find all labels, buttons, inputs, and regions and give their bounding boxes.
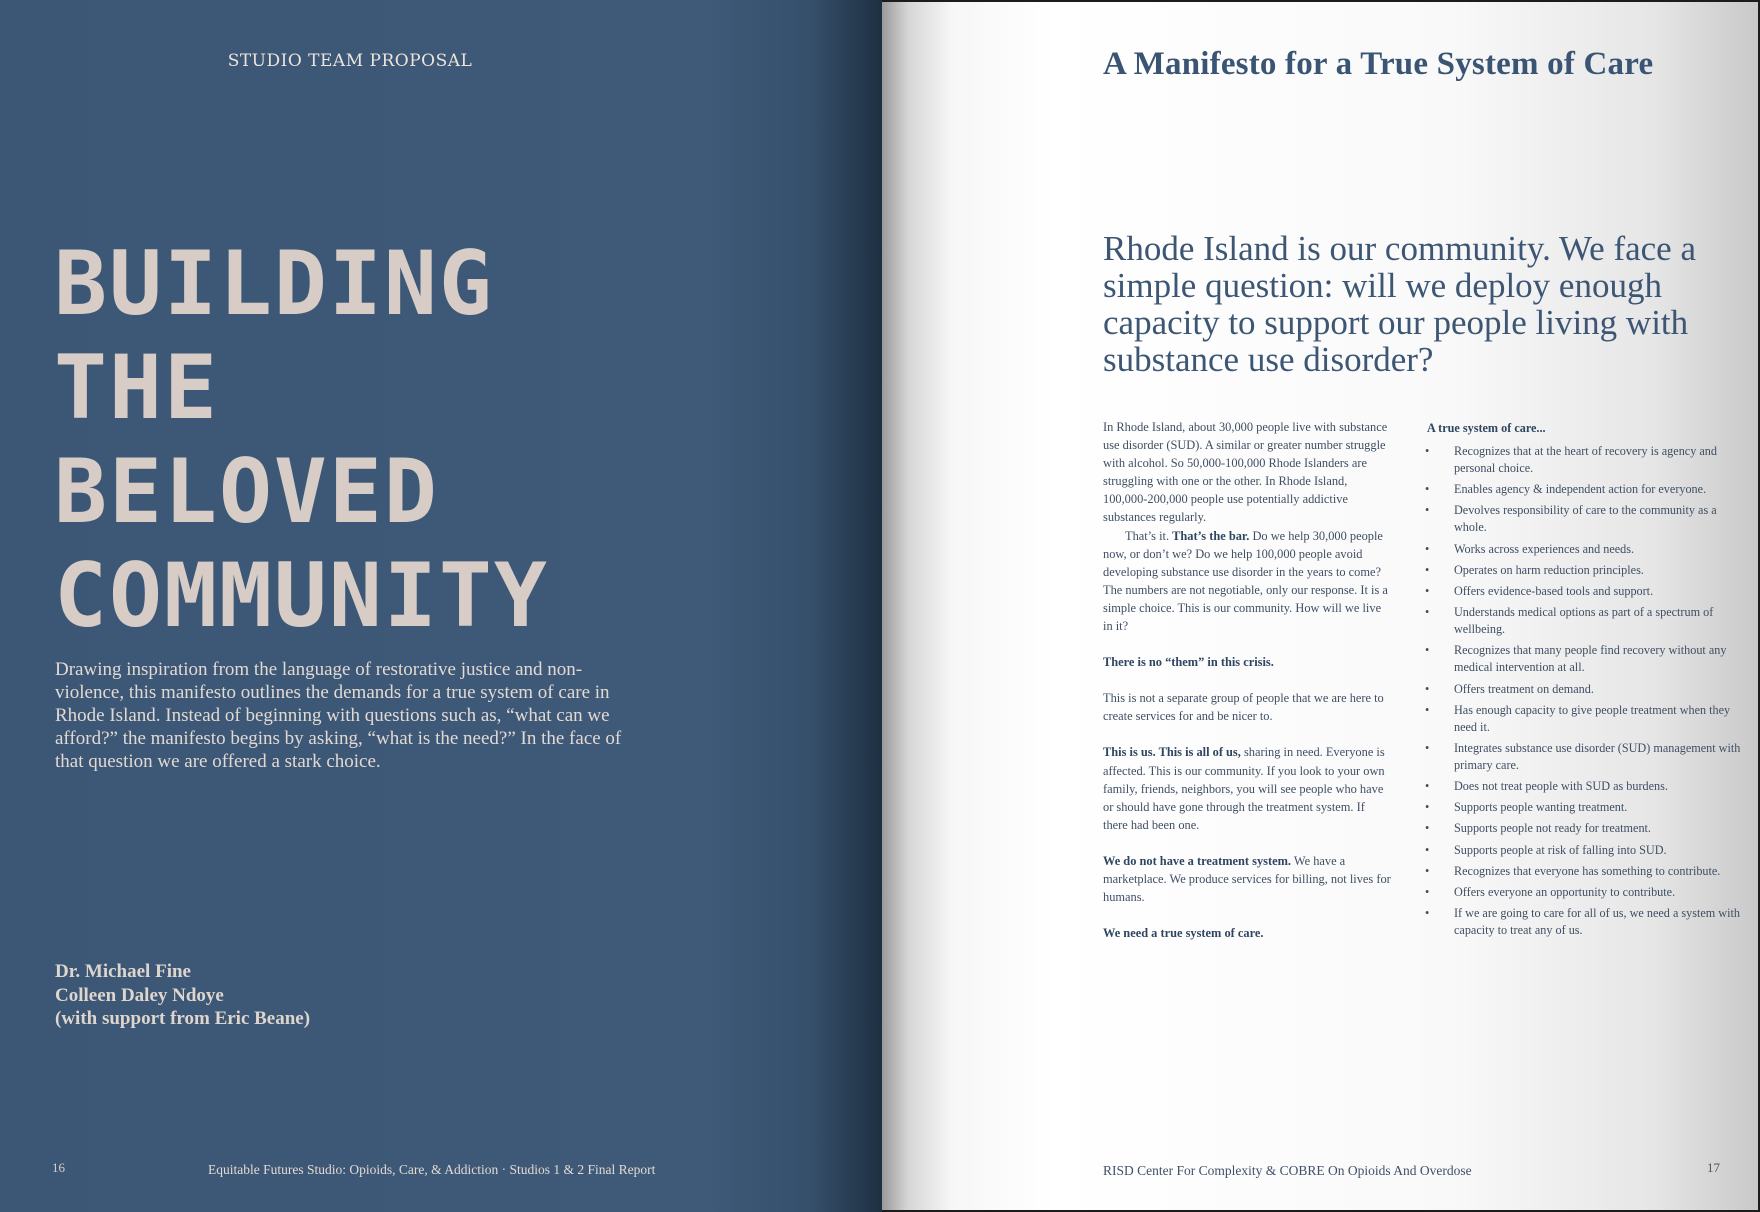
- title-line: THE: [54, 336, 219, 439]
- body-text: Do we help 30,000 people now, or don’t we? Do we help 100,000 people avoid developing substance use disorder in the years to come? The numbers are not negotiable, only our response. It is a simple choice. This is our community. How will we live in it?: [1103, 528, 1388, 634]
- display-title: [54, 232, 774, 648]
- body-paragraph: This is not a separate group of people that we are here to create services for and be nicer to.: [1103, 691, 1384, 724]
- list-item: • Offers everyone an opportunity to contribute.: [1425, 884, 1745, 901]
- lead-statement: Rhode Island is our community. We face a simple question: will we deploy enough capacity to support our people living with substance use disorder?: [1103, 229, 1697, 379]
- body-text: sharing in need. Everyone is affected. This is our community. If you look to your own family, friends, neighbors, you will see people who have or should have gone through the treatment system. If there had been one.: [1103, 745, 1385, 832]
- emphasis-text: We need a true system of care.: [1103, 926, 1264, 941]
- body-paragraph: [1103, 653, 1391, 671]
- list-item: • Recognizes that at the heart of recovery is agency and personal choice.: [1425, 443, 1745, 477]
- title-line: BELOVED: [54, 440, 439, 543]
- list-item: • Works across experiences and needs.: [1425, 541, 1745, 558]
- emphasis-text: This is us. This is all of us,: [1103, 745, 1241, 760]
- author-name: Colleen Daley Ndoye: [55, 984, 224, 1006]
- page-heading: A Manifesto for a True System of Care: [1103, 46, 1654, 82]
- title-line: BUILDING: [54, 232, 494, 335]
- intro-paragraph: Drawing inspiration from the language of restorative justice and non-violence, this manifesto outlines the demands for a true system of care in Rhode Island. Instead of beginning with questions such as, “what can we afford?” the manifesto begins by asking, “what is the need?” In the face of that question we are offered a stark choice.: [55, 659, 622, 772]
- emphasis-text: That’s the bar.: [1172, 528, 1250, 543]
- right-page: [882, 2, 1758, 1210]
- emphasis-text: There is no “them” in this crisis.: [1103, 655, 1274, 670]
- list-item: • If we are going to care for all of us, we need a system with capacity to treat any of us.: [1425, 905, 1745, 939]
- body-column: [1103, 418, 1391, 942]
- running-footer: RISD Center For Complexity & COBRE On Opioids And Overdose: [1103, 1163, 1472, 1178]
- body-paragraph: [1103, 852, 1391, 906]
- title-line: COMMUNITY: [54, 544, 549, 647]
- emphasis-text: We do not have a treatment system.: [1103, 853, 1292, 868]
- list-item: • Recognizes that many people find recovery without any medical intervention at all.: [1425, 642, 1745, 676]
- body-text: That’s it.: [1125, 528, 1173, 543]
- list-item: • Supports people not ready for treatment.: [1425, 820, 1745, 837]
- list-item: • Supports people wanting treatment.: [1425, 799, 1745, 816]
- running-footer: Equitable Futures Studio: Opioids, Care, & Addiction · Studios 1 & 2 Final Report: [208, 1162, 656, 1177]
- author-name: (with support from Eric Beane): [55, 1008, 311, 1029]
- page-number: 16: [52, 1160, 65, 1175]
- list-item: • Offers evidence-based tools and support.: [1425, 583, 1745, 600]
- page-number: 17: [1707, 1160, 1720, 1175]
- list-item: • Does not treat people with SUD as burdens.: [1425, 778, 1745, 795]
- list-item: • Operates on harm reduction principles.: [1425, 562, 1745, 579]
- list-item: • Enables agency & independent action for everyone.: [1425, 481, 1745, 498]
- author-name: Dr. Michael Fine: [55, 961, 191, 982]
- list-item: • Understands medical options as part of a spectrum of wellbeing.: [1425, 604, 1745, 638]
- list-item: • Supports people at risk of falling into SUD.: [1425, 842, 1745, 859]
- body-paragraph: [1103, 527, 1391, 636]
- body-text: We have a marketplace. We produce services for billing, not lives for humans.: [1103, 853, 1391, 905]
- body-paragraph: [1103, 743, 1391, 833]
- list-item: • Offers treatment on demand.: [1425, 681, 1745, 698]
- list-item: • Recognizes that everyone has something to contribute.: [1425, 863, 1745, 880]
- section-label: STUDIO TEAM PROPOSAL: [227, 51, 473, 71]
- body-paragraph: [1103, 924, 1391, 942]
- list-item: • Integrates substance use disorder (SUD) management with primary care.: [1425, 740, 1745, 774]
- list-item: • Has enough capacity to give people treatment when they need it.: [1425, 702, 1745, 736]
- list-title: A true system of care...: [1427, 421, 1546, 435]
- author-list: [55, 960, 615, 1031]
- list-item: • Devolves responsibility of care to the community as a whole.: [1425, 502, 1745, 536]
- care-list-column: [1425, 420, 1745, 943]
- body-paragraph: In Rhode Island, about 30,000 people live with substance use disorder (SUD). A similar or greater number struggle with alcohol. So 50,000-100,000 Rhode Islanders are struggling with one or the other. In Rhode Island, 100,000-200,000 people use potentially addictive substances regularly.: [1103, 420, 1388, 525]
- care-list: [1425, 443, 1745, 939]
